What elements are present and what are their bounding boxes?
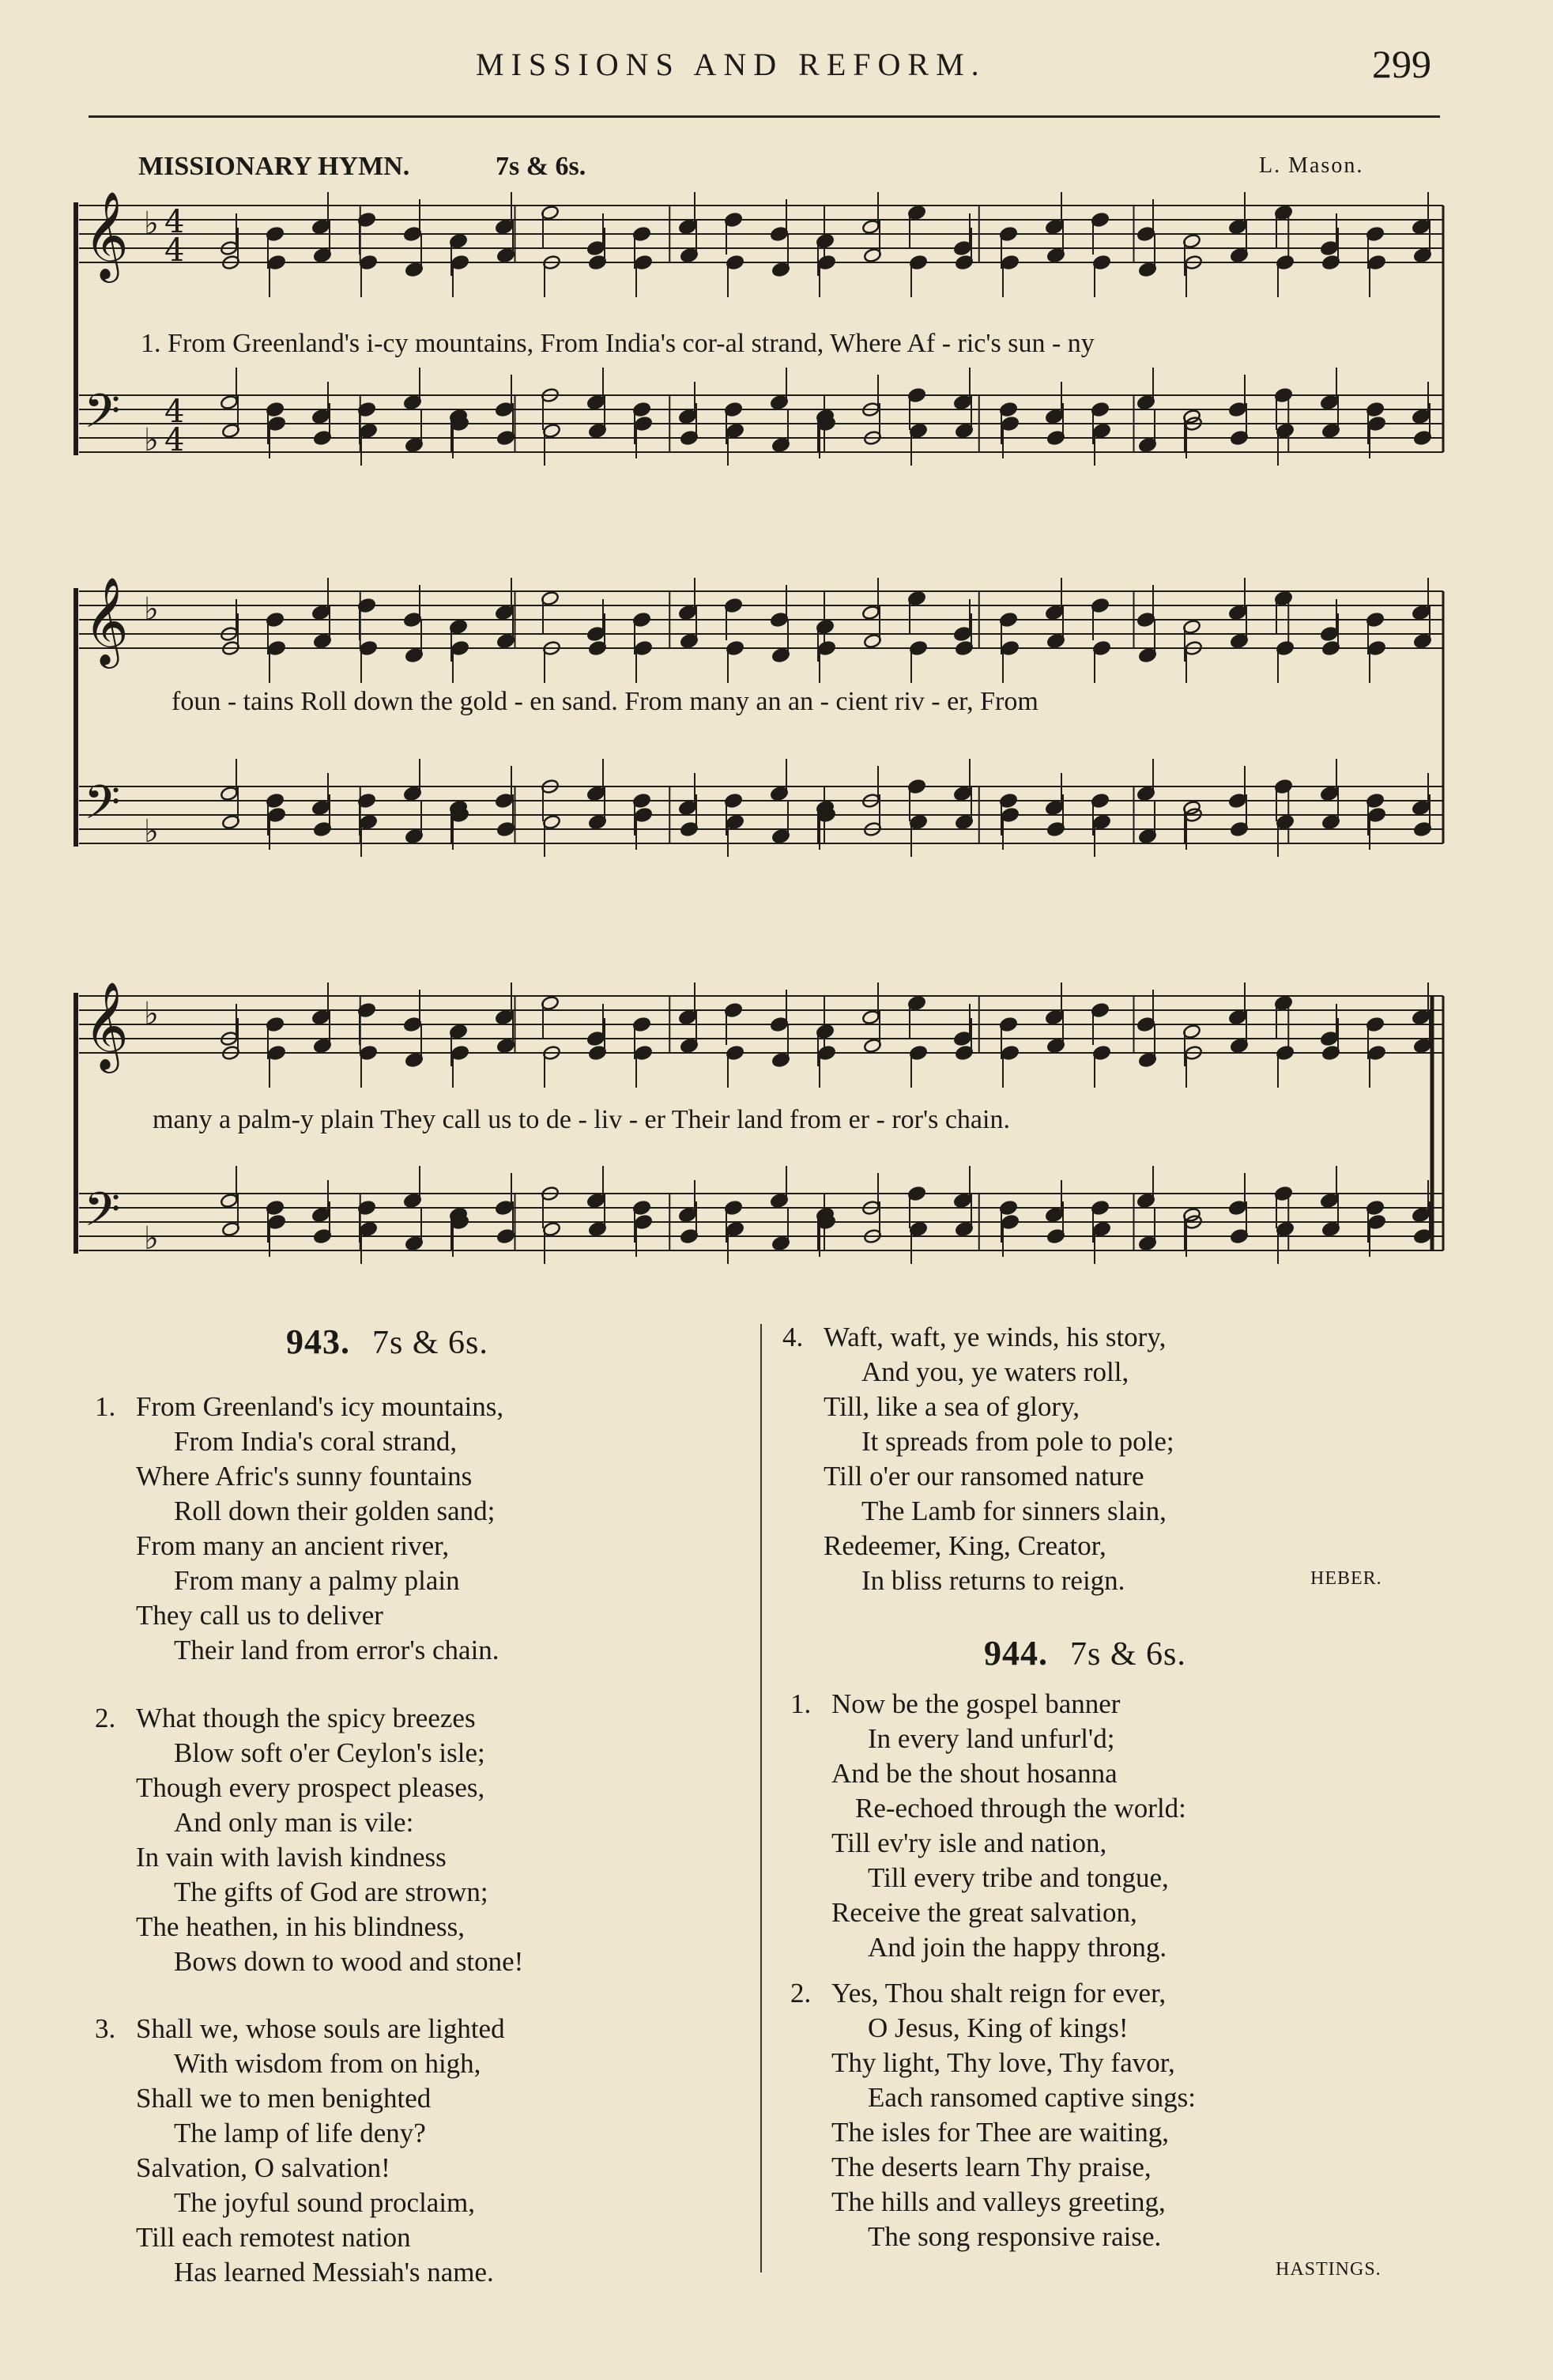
alto-notes [221,606,1432,683]
composer-name: L. Mason. [1259,153,1364,178]
stanza-number: 1. [790,1688,812,1719]
verse-line: Till, like a sea of glory, [824,1391,1080,1422]
stanza-number: 2. [790,1978,812,2008]
verse-line: Has learned Messiah's name. [174,2257,494,2288]
bass-clef-icon: 𝄢 [84,1182,121,1248]
verse-line: Where Afric's sunny fountains [136,1461,473,1492]
verse-line: Their land from error's chain. [174,1635,499,1665]
verse-line: Now be the gospel banner [831,1688,1121,1719]
hymn-944-stanza-1 [790,1687,1186,1965]
verse-line: The deserts learn Thy praise, [831,2152,1152,2182]
verse-line: The heathen, in his blindness, [136,1911,466,1942]
running-title: MISSIONS AND REFORM. [476,47,986,82]
verse-line: Thy light, Thy love, Thy favor, [831,2047,1175,2078]
bass-notes [221,1194,1432,1264]
flat-icon: ♭ [144,1220,159,1257]
flat-icon: ♭ [144,996,159,1032]
lyric-line-3: many a palm-y plain They call us to de - liv - er Their land from er - ror's chain. [153,1105,1010,1134]
header-rule [89,115,1440,118]
stanza-number: 3. [95,2013,116,2044]
verse-line: Till every tribe and tongue, [868,1862,1169,1893]
verse-line: In vain with lavish kindness [136,1842,447,1873]
verse-line: What though the spicy breezes [136,1703,476,1733]
verse-line: Though every prospect pleases, [136,1772,485,1803]
verse-line: Till o'er our ransomed nature [824,1461,1144,1492]
time-signature-icon: 4 [164,394,185,430]
verse-line: And you, ye waters roll, [861,1356,1129,1387]
verse-line: They call us to deliver [136,1600,383,1631]
verse-line: From Greenland's icy mountains, [136,1391,504,1422]
verse-line: Shall we to men benighted [136,2083,432,2114]
verse-line: With wisdom from on high, [174,2048,481,2079]
verse-line: Till ev'ry isle and nation, [831,1827,1107,1858]
verse-line: Waft, waft, ye winds, his story, [824,1322,1167,1352]
tune-name: MISSIONARY HYMN. [138,152,410,181]
hymn-943-author: HEBER. [1310,1568,1382,1589]
lyric-line-2: foun - tains Roll down the gold - en sand. From many an an - cient riv - er, From [172,687,1038,716]
bass-notes [221,396,1432,466]
verse-line: The lamp of life deny? [174,2118,426,2148]
verse-line: The isles for Thee are waiting, [831,2117,1169,2148]
treble-clef-icon: 𝄞 [84,981,129,1069]
verse-line: From many a palmy plain [174,1565,460,1596]
treble-clef-icon: 𝄞 [84,576,129,665]
alto-notes [221,221,1432,297]
bass-notes [221,787,1432,857]
verse-line: The Lamb for sinners slain, [861,1496,1167,1526]
hymn-943-stanza-3 [95,2012,505,2290]
stanza-number: 2. [95,1703,116,1733]
hymn-944-heading [984,1633,1186,1673]
hymn-944-number: 944. [984,1634,1048,1673]
verse-line: Re-echoed through the world: [855,1793,1186,1824]
verse-line: The joyful sound proclaim, [174,2187,476,2218]
flat-icon: ♭ [144,422,159,458]
stanza-number: 4. [782,1322,804,1352]
hymn-943-meter: 7s & 6s. [372,1325,488,1361]
time-signature-icon: 4 [164,422,185,458]
verse-line: In every land unfurl'd; [868,1723,1115,1754]
verse-line: And join the happy throng. [868,1932,1167,1963]
verse-line: And be the shout hosanna [831,1758,1118,1789]
hymn-943-stanza-2 [95,1701,523,1979]
time-signature-icon: 4 [164,232,185,269]
hymn-944-stanza-2 [790,1976,1196,2254]
verse-line: Bows down to wood and stone! [174,1946,524,1977]
hymn-943-stanza-1 [95,1390,503,1668]
time-signature-icon: 4 [164,204,185,240]
verse-line: The gifts of God are strown; [174,1876,488,1907]
stanza-number: 1. [95,1391,116,1422]
flat-icon: ♭ [144,206,159,242]
verse-line: The hills and valleys greeting, [831,2186,1166,2217]
verse-line: Receive the great salvation, [831,1897,1137,1928]
tune-meter: 7s & 6s. [496,152,586,181]
running-head [0,42,1553,93]
hymn-943-number: 943. [286,1322,350,1361]
page-number: 299 [1372,42,1431,86]
verse-line: Salvation, O salvation! [136,2152,390,2183]
bass-clef-icon: 𝄢 [84,383,121,450]
verse-line: Yes, Thou shalt reign for ever, [831,1978,1167,2008]
verse-line: Till each remotest nation [136,2222,411,2253]
verse-line: It spreads from pole to pole; [861,1426,1174,1457]
column-rule [760,1324,762,2273]
verse-line: O Jesus, King of kings! [868,2012,1129,2043]
hymn-944-meter: 7s & 6s. [1070,1636,1186,1673]
verse-line: Blow soft o'er Ceylon's isle; [174,1737,485,1768]
music-system-2 [0,537,1553,917]
lyric-line-1: 1. From Greenland's i-cy mountains, From India's cor-al strand, Where Af - ric's sun - ny [141,329,1095,358]
treble-clef-icon: 𝄞 [84,190,129,279]
hymn-943-stanza-4 [782,1320,1174,1598]
verse-line: From India's coral strand, [174,1426,458,1457]
flat-icon: ♭ [144,591,159,628]
verse-line: Each ransomed captive sings: [868,2082,1197,2113]
hymn-944-author: HASTINGS. [1276,2259,1381,2280]
flat-icon: ♭ [144,813,159,850]
verse-line: From many an ancient river, [136,1530,450,1561]
verse-line: Redeemer, King, Creator, [824,1530,1106,1561]
bass-clef-icon: 𝄢 [84,775,121,841]
verse-line: Shall we, whose souls are lighted [136,2013,505,2044]
hymn-943-heading [286,1322,488,1362]
verse-line: In bliss returns to reign. [861,1565,1125,1596]
alto-notes [221,1011,1432,1088]
verse-line: The song responsive raise. [868,2221,1162,2252]
verse-line: And only man is vile: [174,1807,414,1838]
verse-line: Roll down their golden sand; [174,1496,496,1526]
